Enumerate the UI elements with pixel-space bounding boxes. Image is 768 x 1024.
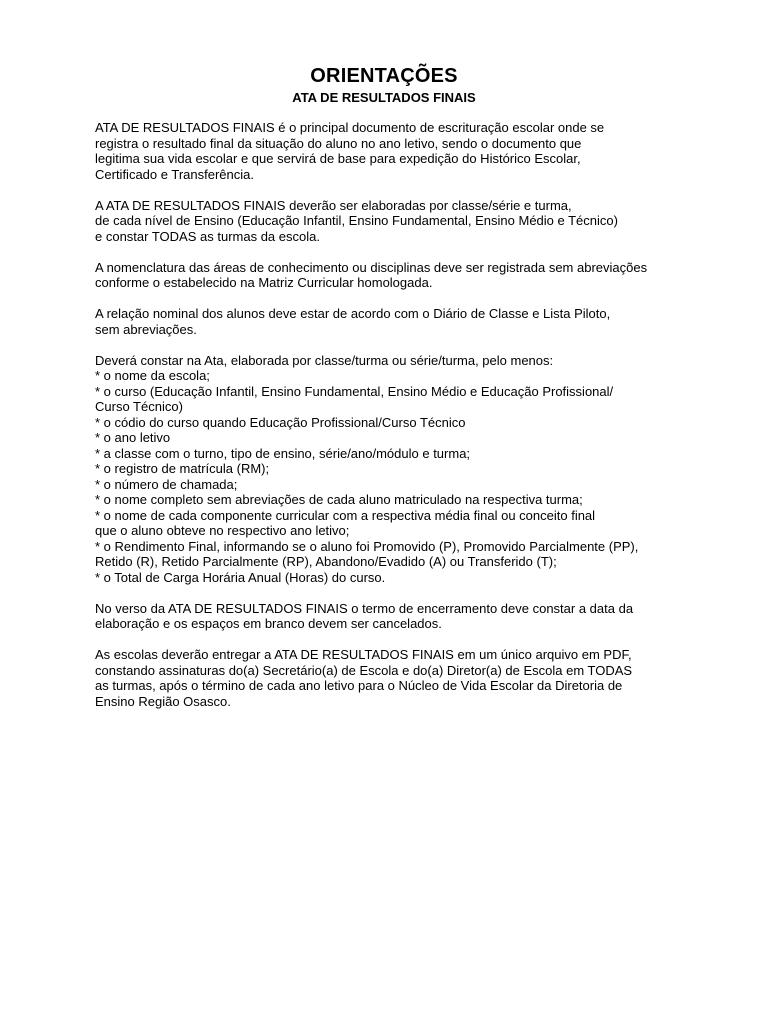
list-item: * o ano letivo — [95, 430, 171, 445]
text-line: Ensino Região Osasco. — [95, 693, 231, 709]
document-title: ORIENTAÇÕES — [310, 65, 458, 87]
list-item: * o curso (Educação Infantil, Ensino Fundamental, Ensino Médio e Educação Profissional/ — [95, 383, 614, 399]
text-line: e constar TODAS as turmas da escola. — [95, 228, 320, 244]
text-line: sem abreviações. — [95, 321, 197, 337]
document-subtitle: ATA DE RESULTADOS FINAIS — [292, 90, 476, 105]
list-item: * o número de chamada; — [95, 476, 238, 492]
text-line: A relação nominal dos alunos deve estar de acordo com o Diário de Classe e Lista Piloto, — [95, 306, 611, 321]
text-line: Deverá constar na Ata, elaborada por classe/turma ou série/turma, pelo menos: — [95, 352, 554, 368]
list-item: Retido (R), Retido Parcialmente (RP), Abandono/Evadido (A) ou Transferido (T); — [95, 554, 557, 569]
list-item: Curso Técnico) — [95, 399, 183, 414]
text-line: legitima sua vida escolar e que servirá de base para expedição do Histórico Escolar, — [95, 151, 581, 166]
text-line: as turmas, após o término de cada ano letivo para o Núcleo de Vida Escolar da Diretoria de — [95, 678, 623, 693]
text-line: constando assinaturas do(a) Secretário(a) de Escola e do(a) Diretor(a) de Escola em TODAS — [95, 662, 633, 678]
text-line: As escolas deverão entregar a ATA DE RESULTADOS FINAIS em um único arquivo em PDF, — [95, 647, 632, 662]
list-item: * o registro de matrícula (RM); — [95, 461, 270, 476]
list-item: * o Rendimento Final, informando se o aluno foi Promovido (P), Promovido Parcialmente (PP), — [95, 538, 639, 554]
list-item: * o nome da escola; — [95, 368, 210, 383]
list-item: * o nome de cada componente curricular com a respectiva média final ou conceito final — [95, 507, 596, 523]
text-line: ATA DE RESULTADOS FINAIS é o principal documento de escrituração escolar onde se — [95, 120, 605, 135]
paragraph-delivery — [95, 647, 665, 709]
text-line: A nomenclatura das áreas de conhecimento ou disciplinas deve ser registrada sem abreviações — [95, 259, 648, 275]
text-line: No verso da ATA DE RESULTADOS FINAIS o termo de encerramento deve constar a data da — [95, 600, 634, 616]
paragraph-closing-term — [95, 601, 665, 632]
text-line: Certificado e Transferência. — [95, 166, 254, 182]
text-line: A ATA DE RESULTADOS FINAIS deverão ser elaboradas por classe/série e turma, — [95, 197, 572, 213]
document-body — [95, 120, 665, 725]
text-line: de cada nível de Ensino (Educação Infantil, Ensino Fundamental, Ensino Médio e Técnico) — [95, 213, 618, 228]
text-line: conforme o estabelecido na Matriz Curricular homologada. — [95, 275, 433, 290]
list-item: * o Total de Carga Horária Anual (Horas) do curso. — [95, 569, 386, 585]
text-line: elaboração e os espaços em branco devem ser cancelados. — [95, 616, 442, 631]
paragraph-elaboration — [95, 198, 665, 245]
text-line: registra o resultado final da situação do aluno no ano letivo, sendo o documento que — [95, 135, 582, 151]
list-item: * o códio do curso quando Educação Profissional/Curso Técnico — [95, 414, 466, 430]
list-item: que o aluno obteve no respectivo ano letivo; — [95, 523, 350, 538]
paragraph-student-list — [95, 306, 665, 337]
paragraph-required-items — [95, 353, 665, 586]
list-item: * a classe com o turno, tipo de ensino, série/ano/módulo e turma; — [95, 445, 471, 461]
paragraph-definition — [95, 120, 665, 182]
paragraph-nomenclature — [95, 260, 665, 291]
list-item: * o nome completo sem abreviações de cada aluno matriculado na respectiva turma; — [95, 492, 583, 507]
